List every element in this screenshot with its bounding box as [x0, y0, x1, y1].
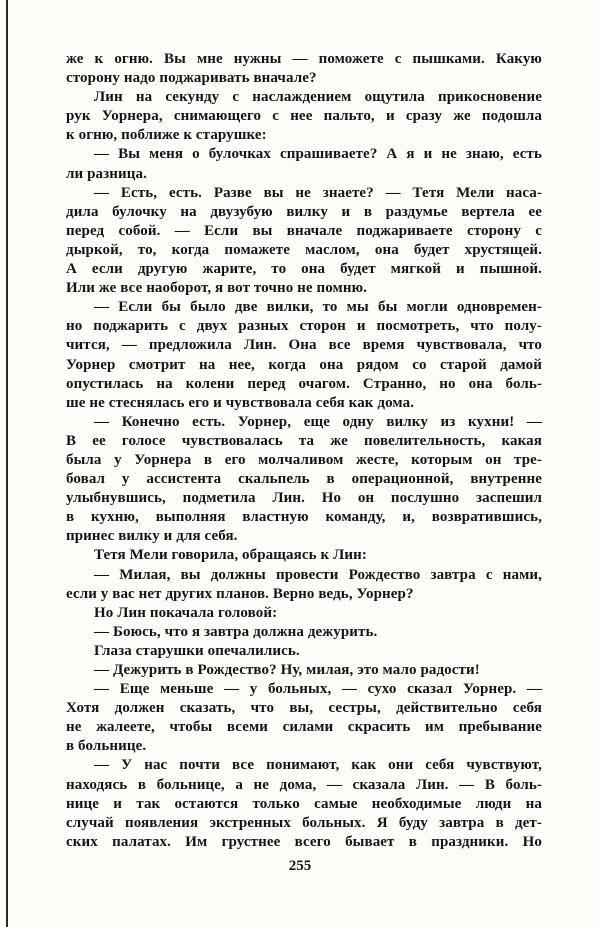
- text-line: А если другую жарите, то она будет мягкой и пышной.: [66, 261, 542, 278]
- text-line: принес вилку и для себя.: [66, 528, 238, 545]
- text-line: Хотя должен сказать, что вы, сестры, действительно себя: [66, 700, 542, 717]
- text-line: Лин на секунду с наслаждением ощутила прикосновение: [94, 89, 542, 106]
- text-line: дыркой, то, когда помажете маслом, она будет хрустящей.: [66, 241, 542, 258]
- page-number: 255: [288, 858, 312, 874]
- text-line: ше не стеснялась его и чувствовала себя как дома.: [66, 394, 415, 411]
- text-line: Уорнер смотрит на нее, когда она рядом со старой дамой: [66, 356, 542, 373]
- text-line: — Есть, есть. Разве вы не знаете? — Тетя Мели наса-: [94, 184, 542, 201]
- text-line: в кухню, выполняя властную команду, и, возвратившись,: [66, 509, 542, 526]
- text-line: улыбнувшись, подметила Лин. Но он послушно заспешил: [66, 490, 542, 507]
- text-line: опустилась на колени перед очагом. Странно, но она боль-: [66, 375, 542, 392]
- text-line: рук Уорнера, снимающего с нее пальто, и сразу же подошла: [66, 108, 542, 125]
- page-text: [66, 50, 542, 852]
- text-line: не жалеете, чтобы всеми силами скрасить им пребывание: [66, 719, 542, 736]
- text-line: В ее голосе чувствовалась та же повелительность, какая: [66, 432, 542, 449]
- text-line: перед собой. — Если вы вначале поджариваете сторону с: [66, 222, 542, 239]
- text-line: в больнице.: [66, 738, 147, 755]
- text-line: ли разница.: [66, 165, 147, 182]
- text-line: нице и так остаются только самые необходимые люди на: [66, 795, 542, 812]
- text-line: к огню, поближе к старушке:: [66, 127, 267, 144]
- text-line: — Еще меньше — у больных, — сухо сказал Уорнер. —: [94, 681, 542, 698]
- text-line: Тетя Мели говорила, обращаясь к Лин:: [94, 547, 367, 564]
- text-line: дила булочку на двузубую вилку и в раздумье вертела ее: [66, 203, 542, 220]
- text-line: — Вы меня о булочках спрашиваете? А я и не знаю, есть: [94, 146, 542, 163]
- text-line: ских палатах. Им грустнее всего бывает в праздники. Но: [66, 833, 542, 850]
- text-line: находясь в больнице, а не дома, — сказала Лин. — В боль-: [66, 776, 542, 793]
- text-line: если у вас нет других планов. Верно ведь, Уорнер?: [66, 585, 414, 602]
- text-line: была у Уорнера в его молчаливом жесте, которым он тре-: [66, 451, 542, 468]
- text-line: — Дежурить в Рождество? Ну, милая, это мало радости!: [94, 662, 480, 678]
- text-line: сторону надо поджаривать вначале?: [66, 70, 317, 87]
- text-line: бовал у ассистента скальпель в операционной, внутренне: [66, 471, 542, 488]
- text-line: чится, — предложила Лин. Она все время чувствовала, что: [66, 337, 542, 354]
- text-line: Или же все наоборот, я вот точно не помню.: [66, 280, 368, 297]
- text-line: — Милая, вы должны провести Рождество завтра с нами,: [94, 566, 542, 583]
- text-line: — Конечно есть. Уорнер, еще одну вилку из кухни! —: [94, 413, 542, 430]
- text-line: случай появления экстренных больных. Я буду завтра в дет-: [66, 814, 542, 831]
- scan-edge-artifact: [6, 0, 8, 927]
- text-line: — Если бы было две вилки, то мы бы могли одновремен-: [94, 299, 542, 316]
- text-line: но поджарить с двух разных сторон и посмотреть, что полу-: [66, 318, 542, 335]
- text-line: Глаза старушки опечалились.: [94, 642, 300, 659]
- text-line: — Боюсь, что я завтра должна дежурить.: [94, 623, 378, 640]
- text-line: — У нас почти все понимают, как они себя чувствуют,: [94, 757, 542, 774]
- text-line: же к огню. Вы мне нужны — поможете с пышками. Какую: [66, 51, 542, 67]
- text-line: Но Лин покачала головой:: [94, 604, 278, 621]
